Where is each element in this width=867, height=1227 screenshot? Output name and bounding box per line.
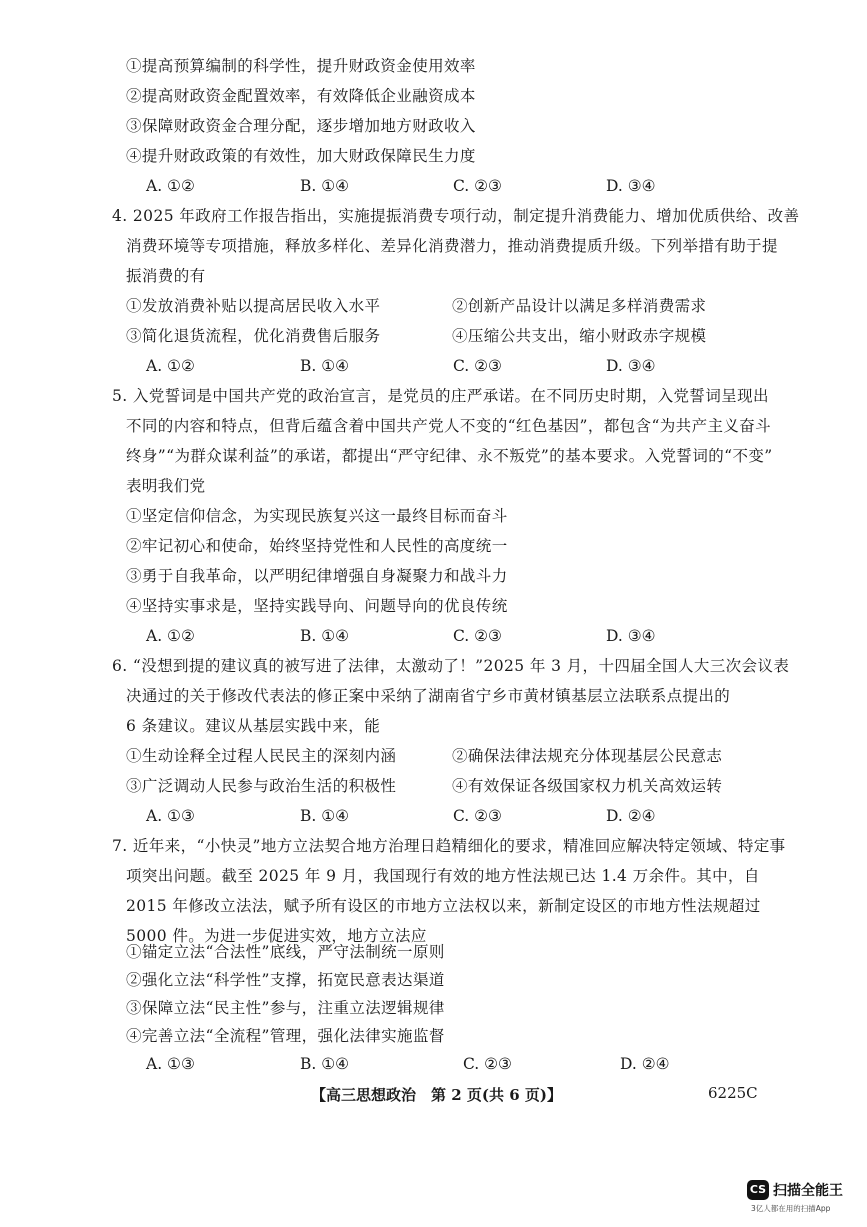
- q3-choice-b: B. ①④: [300, 177, 350, 195]
- q6-option-1: ①生动诠释全过程人民民主的深刻内涵: [126, 747, 397, 765]
- q5-choice-c: C. ②③: [453, 627, 502, 645]
- q4-option-1: ①发放消费补贴以提高居民收入水平: [126, 297, 381, 315]
- q3-option-1: ①提高预算编制的科学性，提升财政资金使用效率: [126, 57, 476, 75]
- q6-choice-d: D. ②④: [606, 807, 656, 825]
- q6-option-2: ②确保法律法规充分体现基层公民意志: [452, 747, 723, 765]
- camscanner-tagline: 3亿人都在用的扫描App: [751, 1204, 831, 1213]
- q7-stem-line-4: 5000 件。为进一步促进实效，地方立法应: [126, 927, 427, 945]
- q6-choice-c: C. ②③: [453, 807, 502, 825]
- q4-option-4: ④压缩公共支出，缩小财政赤字规模: [452, 327, 707, 345]
- q5-stem-line-4: 表明我们党: [126, 477, 206, 495]
- q5-option-4: ④坚持实事求是，坚持实践导向、问题导向的优良传统: [126, 597, 508, 615]
- page-footer-code: 6225C: [708, 1084, 758, 1102]
- q6-choice-b: B. ①④: [300, 807, 350, 825]
- q7-option-2: ②强化立法“科学性”支撑，拓宽民意表达渠道: [126, 971, 445, 989]
- q6-option-4: ④有效保证各级国家权力机关高效运转: [452, 777, 723, 795]
- q7-choice-b: B. ①④: [300, 1055, 350, 1073]
- q7-choice-a: A. ①③: [146, 1055, 195, 1073]
- camscanner-name: 扫描全能王: [773, 1183, 843, 1199]
- q5-choice-b: B. ①④: [300, 627, 350, 645]
- q4-choice-d: D. ③④: [606, 357, 656, 375]
- q3-option-3: ③保障财政资金合理分配，逐步增加地方财政收入: [126, 117, 476, 135]
- q7-stem-line-2: 项突出问题。截至 2025 年 9 月，我国现行有效的地方性法规已达 1.4 万余件。其中，自: [126, 867, 760, 885]
- camscanner-logo-icon: CS: [747, 1180, 769, 1200]
- q6-stem-line-3: 6 条建议。建议从基层实践中来，能: [126, 717, 381, 735]
- q5-choice-d: D. ③④: [606, 627, 656, 645]
- q4-stem-line-1: 4. 2025 年政府工作报告指出，实施提振消费专项行动，制定提升消费能力、增加优质供给、改善: [112, 207, 800, 225]
- q3-option-4: ④提升财政政策的有效性，加大财政保障民生力度: [126, 147, 476, 165]
- page-footer-title: 【高三思想政治 第 2 页(共 6 页)】: [311, 1086, 562, 1104]
- q3-choice-d: D. ③④: [606, 177, 656, 195]
- q5-option-2: ②牢记初心和使命，始终坚持党性和人民性的高度统一: [126, 537, 508, 555]
- q5-option-1: ①坚定信仰信念，为实现民族复兴这一最终目标而奋斗: [126, 507, 508, 525]
- q7-option-1: ①锚定立法“合法性”底线，严守法制统一原则: [126, 943, 445, 961]
- q6-stem-line-2: 决通过的关于修改代表法的修正案中采纳了湖南省宁乡市黄材镇基层立法联系点提出的: [126, 687, 731, 705]
- q7-choice-c: C. ②③: [463, 1055, 512, 1073]
- q5-stem-line-3: 终身”“为群众谋利益”的承诺，都提出“严守纪律、永不叛党”的基本要求。入党誓词的“不变”: [126, 447, 773, 465]
- q4-choice-a: A. ①②: [146, 357, 195, 375]
- q4-option-2: ②创新产品设计以满足多样消费需求: [452, 297, 707, 315]
- q4-choice-b: B. ①④: [300, 357, 350, 375]
- q6-choice-a: A. ①③: [146, 807, 195, 825]
- q7-option-3: ③保障立法“民主性”参与，注重立法逻辑规律: [126, 999, 445, 1017]
- q7-stem-line-3: 2015 年修改立法法，赋予所有设区的市地方立法权以来，新制定设区的市地方性法规超过: [126, 897, 761, 915]
- q7-option-4: ④完善立法“全流程”管理，强化法律实施监督: [126, 1027, 445, 1045]
- q5-stem-line-2: 不同的内容和特点，但背后蕴含着中国共产党人不变的“红色基因”，都包含“为共产主义奋斗: [126, 417, 772, 435]
- q5-choice-a: A. ①②: [146, 627, 195, 645]
- q3-choice-c: C. ②③: [453, 177, 502, 195]
- q7-stem-line-1: 7. 近年来，“小快灵”地方立法契合地方治理日趋精细化的要求，精准回应解决特定领域、特定事: [112, 837, 786, 855]
- q4-stem-line-3: 振消费的有: [126, 267, 206, 285]
- q3-choice-a: A. ①②: [146, 177, 195, 195]
- q6-option-3: ③广泛调动人民参与政治生活的积极性: [126, 777, 397, 795]
- q6-stem-line-1: 6. “没想到提的建议真的被写进了法律，太激动了！”2025 年 3 月，十四届全国人大三次会议表: [112, 657, 790, 675]
- q7-choice-d: D. ②④: [620, 1055, 670, 1073]
- q4-stem-line-2: 消费环境等专项措施，释放多样化、差异化消费潜力，推动消费提质升级。下列举措有助于提: [126, 237, 778, 255]
- q4-option-3: ③简化退货流程，优化消费售后服务: [126, 327, 381, 345]
- q3-option-2: ②提高财政资金配置效率，有效降低企业融资成本: [126, 87, 476, 105]
- q4-choice-c: C. ②③: [453, 357, 502, 375]
- q5-option-3: ③勇于自我革命，以严明纪律增强自身凝聚力和战斗力: [126, 567, 508, 585]
- q5-stem-line-1: 5. 入党誓词是中国共产党的政治宣言，是党员的庄严承诺。在不同历史时期，入党誓词呈现出: [112, 387, 769, 405]
